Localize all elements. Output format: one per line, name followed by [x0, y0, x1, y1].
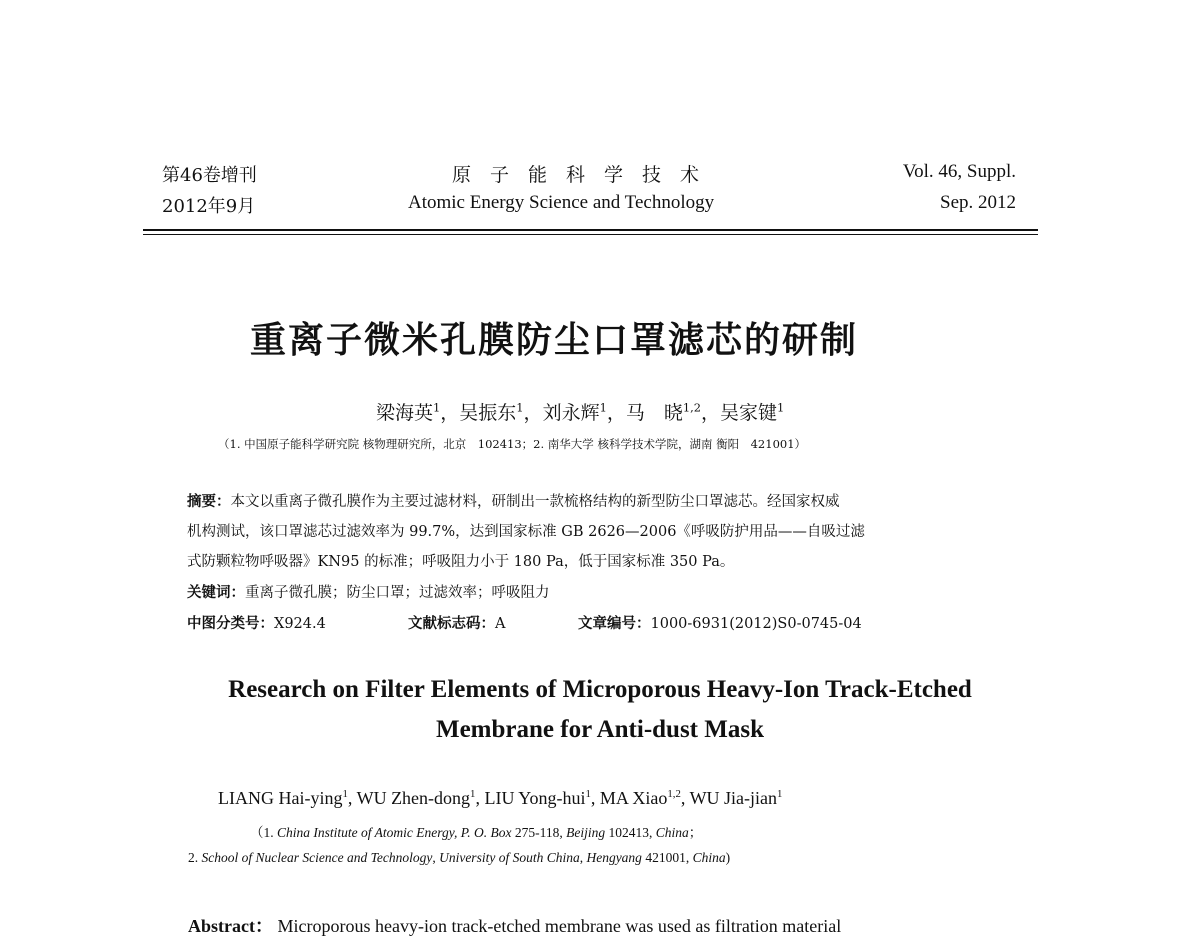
abstract-cn-line2: 机构测试，该口罩滤芯过滤效率为 99.7%，达到国家标准 GB 2626—2006《呼吸防护用品——自吸过滤 — [187, 524, 865, 540]
issue-cn: 第46卷增刊 — [162, 165, 257, 186]
abstract-cn-line1: 摘要：本文以重离子微孔膜作为主要过滤材料，研制出一款梳格结构的新型防尘口罩滤芯。经国家权威 — [187, 494, 840, 510]
title-en-line2: Membrane for Anti-dust Mask — [435, 716, 764, 743]
abstract-en-label: Abstract： — [188, 916, 273, 936]
date-cn: 2012年9月 — [162, 196, 256, 217]
title-en-line1: Research on Filter Elements of Microporous Heavy-Ion Track-Etched — [228, 676, 972, 703]
article-number: 文章编号：1000-6931(2012)S0-0745-04 — [578, 616, 862, 632]
volume: Vol. 46, Suppl. — [902, 161, 1016, 182]
header-rule-thick — [143, 229, 1038, 231]
header-rule-thin — [143, 234, 1038, 235]
journal-title-en: Atomic Energy Science and Technology — [408, 192, 715, 213]
clc-number: 中图分类号：X924.4 — [187, 616, 326, 632]
title-cn: 重离子微米孔膜防尘口罩滤芯的研制 — [250, 320, 859, 361]
affiliation-cn: （1. 中国原子能科学研究院 核物理研究所，北京 102413；2. 南华大学 核科学技术学院，湖南 衡阳 421001） — [218, 437, 807, 451]
keywords-cn: 关键词：重离子微孔膜；防尘口罩；过滤效率；呼吸阻力 — [187, 585, 550, 601]
abstract-en-line1: Abstract： Microporous heavy-ion track-etched membrane was used as filtration material — [188, 916, 842, 936]
abstract-cn-label: 摘要： — [187, 494, 231, 510]
journal-title-cn: 原 子 能 科 学 技 术 — [452, 164, 700, 186]
affiliation-en-line2: 2. School of Nuclear Science and Technology, University of South China, Hengyang 421001, China) — [188, 850, 731, 865]
abstract-cn-line3: 式防颗粒物呼吸器》KN95 的标准；呼吸阻力小于 180 Pa，低于国家标准 350 Pa。 — [187, 554, 735, 570]
authors-cn: 梁海英$^1$，吴振东$^1$，刘永辉$^1$，马 晓$^{1,2}$，吴家键$^1$ — [376, 400, 785, 424]
affiliation-en-line1: （1. China Institute of Atomic Energy, P. O. Box 275-118, Beijing 102413, China； — [250, 825, 703, 840]
date-en: Sep. 2012 — [940, 192, 1016, 213]
doc-code: 文献标志码：A — [408, 616, 506, 632]
authors-en: LIANG Hai-ying$^1$, WU Zhen-dong$^1$, LIU Yong-hui$^1$, MA Xiao$^{1,2}$, WU Jia-jian$^1$ — [218, 788, 783, 808]
